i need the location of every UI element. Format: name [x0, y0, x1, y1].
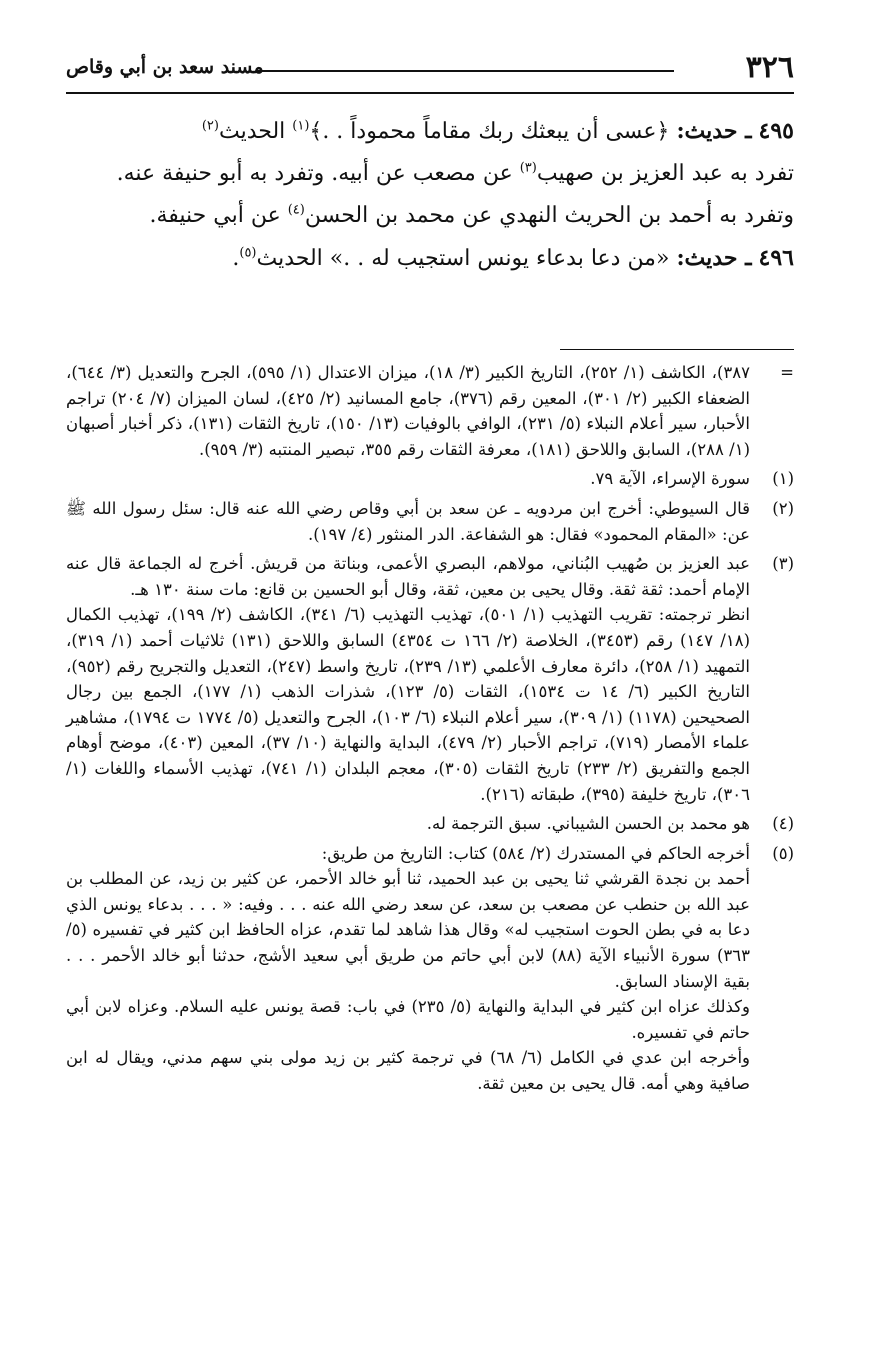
footnote-ref: (٢): [201, 118, 219, 134]
hadith-after: .: [232, 246, 240, 271]
hadith-text: «من دعا بدعاء يونس استجيب له . .» الحديث: [256, 246, 670, 271]
footnote-ref: (٥): [239, 245, 257, 261]
footnote-2: [66, 496, 794, 547]
footnote-text: ٣٨٧)، الكاشف (١/ ٢٥٢)، التاريخ الكبير (٣/ ١٨)، ميزان الاعتدال (١/ ٥٩٥)، الجرح والتعديل (٣/ ٦٤٤)، الضعفاء الكبير (٢/ ٣٠١)، المعين رقم (٣٧٦)، جامع المسانيد (٢/ ٤٢٥)، لسان الميزان (٧/ ٢٠٤) تراجم الأحبار، سير أعلام النبلاء (٥/ ٢٣١)، الوافي بالوفيات (١٣/ ١٥٠)، تاريخ الثقات (١٣١)، ذكر أخبار أصبهان (١/ ٢٨٨)، السابق واللاحق (١٨١)، معرفة الثقات رقم ٣٥٥، تبصير المنتبه (٣/ ٩٥٩).: [66, 363, 751, 459]
footnote-continuation: [66, 360, 794, 462]
footnote-1: [66, 466, 794, 492]
footnote-3: [66, 551, 794, 807]
footnote-ref: (٤): [287, 202, 305, 218]
footnote-marker: (١): [772, 469, 794, 489]
footnote-5: [66, 841, 794, 1097]
footnote-ref: (٣): [519, 160, 537, 176]
footnote-marker: (٥): [772, 843, 794, 863]
hadith-after: الحديث: [218, 119, 286, 144]
running-title: مسند سعد بن أبي وقاص: [66, 56, 264, 78]
footnote-marker: (٣): [772, 554, 794, 574]
paragraph-text: وتفرد به أحمد بن الحريث النهدي عن محمد بن الحسن: [304, 203, 794, 228]
paragraph-text: عن مصعب عن أبيه. وتفرد به أبو حنيفة عنه.: [116, 161, 513, 186]
footnote-text: هو محمد بن الحسن الشيباني. سبق الترجمة له.: [426, 814, 750, 834]
hadith-495: [66, 110, 794, 153]
hadith-number: ٤٩٦: [758, 245, 794, 271]
footnote-text: أحمد بن نجدة القرشي ثنا يحيى بن عبد الحميد، ثنا أبو خالد الأحمر، عن كثير بن زيد، عن المطلب بن عبد الله بن حنطب عن مصعب بن سعد، عن سعد رضي الله عنه . . . وفيه: « . . . بدعاء يونس الذي دعا به في بطن الحوت استجيب له» وقال هذا شاهد لما تقدم، عزاه الحافظ ابن كثير في تفسيره (٥/ ٣٦٣) سورة الأنبياء الآية (٨٨) لابن أبي حاتم من طريق أبي سعيد الأشج، حدثنا أبو خالد الأحمر . . . بقية الإسناد السابق.: [66, 869, 750, 991]
paragraph-1: [66, 153, 794, 195]
footnote-ref: (١): [292, 118, 310, 134]
footnote-marker: =: [780, 363, 794, 382]
hadith-text: ﴿عسى أن يبعثك ربك مقاماً محموداً . .﴾: [309, 119, 670, 144]
paragraph-text: عن أبي حنيفة.: [149, 203, 281, 228]
footnote-text: انظر ترجمته: تقريب التهذيب (١/ ٥٠١)، تهذيب التهذيب (٦/ ٣٤١)، الكاشف (٢/ ١٩٩)، تهذيب الكمال (١٨/ ١٤٧) رقم (٣٤٥٣)، الخلاصة (٢/ ١٦٦ ت ٤٣٥٤) السابق واللاحق (١٣١) ثلاثيات أحمد (١/ ٣١٩)، التمهيد (١/ ٢٥٨)، دائرة معارف الأعلمي (١٣/ ٢٣٩)، تاريخ واسط (٢٤٧)، التعديل والتجريح رقم (٩٥٢)، التاريخ الكبير (٦/ ١٤ ت ١٥٣٤)، الثقات (٥/ ١٢٣)، شذرات الذهب (١/ ١٧٧)، الجمع بين رجال الصحيحين (١١٧٨) (١/ ٣٠٩)، سير أعلام النبلاء (٦/ ١٠٣)، الجرح والتعديل (٥/ ١٧٧٤ ت ١٧٩٤)، مشاهير علماء الأمصار (٧١٩)، تراجم الأحبار (٢/ ٤٧٩)، البداية والنهاية (١٠/ ٣٧)، المعين (٤٠٣)، موضح أوهام الجمع والتفريق (٢/ ٢٣٣) تاريخ الثقات (٣٠٥)، معجم البلدان (١/ ٧٤١)، تهذيب الأسماء واللغات (١/ ٣٠٦)، تاريخ خليفة (٣٩٥)، طبقاته (٢١٦).: [66, 605, 751, 804]
footnote-text: أخرجه الحاكم في المستدرك (٢/ ٥٨٤) كتاب: التاريخ من طريق:: [321, 843, 750, 863]
footnote-marker: (٢): [772, 498, 794, 518]
footnote-separator: [560, 349, 794, 350]
header-dash-line: [256, 70, 674, 72]
hadith-496: [66, 237, 794, 280]
footnote-text: عبد العزيز بن صُهيب البُناني، مولاهم، البصري الأعمى، وبناتة من قريش. أخرج له الجماعة قال عنه الإمام أحمد: ثقة ثقة. وقال يحيى بن معين، ثقة، وقال أبو الحسين بن قانع: مات سنة ١٣٠ هـ.: [66, 554, 750, 599]
paragraph-2: [66, 195, 794, 237]
hadith-label: ـ حديث:: [676, 245, 752, 271]
hadith-number: ٤٩٥: [758, 118, 794, 144]
footnote-marker: (٤): [772, 814, 794, 834]
page-header: [66, 48, 794, 88]
footnote-4: [66, 811, 794, 837]
footnotes: [66, 360, 794, 1101]
page-number: ٣٢٦: [745, 50, 794, 85]
footnote-text: قال السيوطي: أخرج ابن مردويه ـ عن سعد بن أبي وقاص رضي الله عنه قال: سئل رسول الله ﷺ عن: «المقام المحمود» فقال: هو الشفاعة. الدر المنثور (٤/ ١٩٧).: [66, 498, 750, 544]
main-text: [66, 110, 794, 280]
footnote-text: سورة الإسراء، الآية ٧٩.: [590, 469, 750, 489]
paragraph-text: تفرد به عبد العزيز بن صهيب: [536, 161, 794, 186]
footnote-text: وكذلك عزاه ابن كثير في البداية والنهاية (٥/ ٢٣٥) في باب: قصة يونس عليه السلام. وعزاه لابن أبي حاتم في تفسيره.: [66, 997, 750, 1042]
footnote-text: وأخرجه ابن عدي في الكامل (٦/ ٦٨) في ترجمة كثير بن زيد مولى بني سهم مدني، ويقال له ابن صافية وهي أمه. قال يحيى بن معين ثقة.: [66, 1048, 751, 1094]
header-rule: [66, 92, 794, 94]
hadith-label: ـ حديث:: [676, 118, 752, 144]
